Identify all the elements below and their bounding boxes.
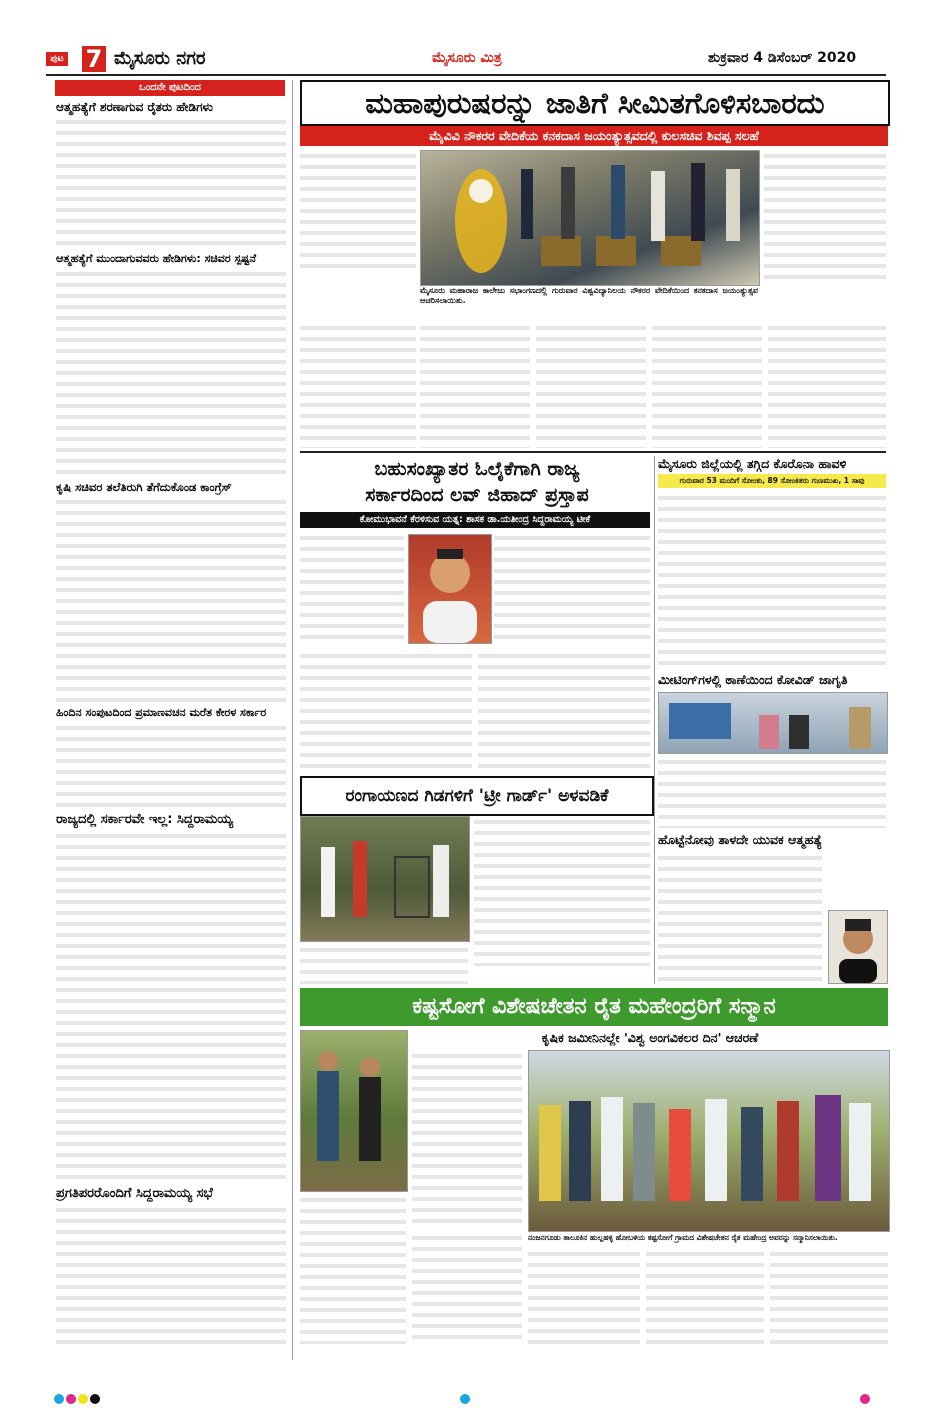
farmer-body-col1 (300, 1194, 406, 1344)
lead-photo-caption: ಮೈಸೂರು ಮಹಾರಾಜ ಕಾಲೇಜು ಸಭಾಂಗಣದಲ್ಲಿ ಗುರುವಾರ ವಿಶ್ವವಿದ್ಯಾನಿಲಯ ನೌಕರರ ವೇದಿಕೆಯಿಂದ ಕನಕದಾಸ ಜಯಂತ್ಯುತ್ಸವ ಆಚರಿಸಲಾಯಿತು. (420, 286, 758, 305)
love-body-col3 (300, 650, 472, 770)
tree-headline-box (300, 776, 654, 816)
lead-body-col3 (536, 322, 646, 448)
meetings-photo (658, 692, 888, 754)
tree-photo-illustration (301, 817, 469, 941)
farmer-photo-left (300, 1030, 408, 1192)
love-body-col2 (494, 532, 650, 646)
left-headline-6: ಪ್ರಗತಿಪರರೊಂದಿಗೆ ಸಿದ್ದರಾಮಯ್ಯ ಸಭೆ (56, 1186, 213, 1201)
left-headline-1: ಆತ್ಮಹತ್ಯೆಗೆ ಶರಣಾಗುವ ರೈತರು ಹೇಡಿಗಳು (56, 100, 213, 114)
left-body-3 (56, 496, 286, 706)
farmer-subhead: ಕೃಷಿಕ ಜಮೀನಿನಲ್ಲೇ 'ವಿಶ್ವ ಅಂಗವಿಕಲರ ದಿನ' ಆಚರಣೆ (541, 1030, 759, 1045)
lead-headline: ಮಹಾಪುರುಷರನ್ನು ಜಾತಿಗೆ ಸೀಮಿತಗೊಳಿಸಬಾರದು (365, 86, 825, 120)
left-body-5 (56, 830, 286, 1182)
farmer-photo-caption: ನಂಜನಗೂಡು ತಾಲೂಕಿನ ಹುಲ್ಲಹಳ್ಳಿ ಹೋಬಳಿಯ ಕಷ್ಟಸೋಗೆ ಗ್ರಾಮದ ವಿಶೇಷಚೇತನ ರೈತ ಮಹೇಂದ್ರ ಅವರನ್ನು ಸನ್ಮಾನಿಸಲಾಯಿತು. (528, 1233, 838, 1242)
left-headline-5: ರಾಜ್ಯದಲ್ಲಿ ಸರ್ಕಾರವೇ ಇಲ್ಲ: ಸಿದ್ದರಾಮಯ್ಯ (56, 812, 234, 827)
page-number: 7 (82, 46, 106, 72)
lead-subhead-bar (300, 126, 888, 146)
continued-label: ಒಂದನೇ ಪುಟದಿಂದ (139, 82, 201, 93)
left-body-6 (56, 1204, 286, 1344)
lead-photo-illustration (421, 151, 759, 285)
farmer-photo-main (528, 1050, 890, 1232)
left-headline-3: ಕೃಷಿ ಸಚಿವರ ತಲೆತಿರುಗಿ ತೆಗೆದುಕೊಂಡ ಕಾಂಗ್ರೆಸ್ (56, 480, 232, 494)
stomach-portrait (828, 910, 888, 984)
farmer-photo-left-illustration (301, 1031, 407, 1191)
stomach-headline: ಹೊಟ್ಟೆನೋವು ತಾಳದೇ ಯುವಕ ಆತ್ಮಹತ್ಯೆ (658, 832, 823, 847)
section-title: ಮೈಸೂರು ನಗರ (114, 48, 206, 69)
love-kicker: ಕೋಮುಭಾವನೆ ಕೆರಳಿಸುವ ಯತ್ನ: ಶಾಸಕ ಡಾ.ಯತೀಂದ್ರ ಸಿದ್ದರಾಮಯ್ಯ ಟೀಕೆ (359, 514, 591, 525)
love-headline-line1: ಬಹುಸಂಖ್ಯಾತರ ಓಲೈಕೆಗಾಗಿ ರಾಜ್ಯ (374, 458, 580, 480)
left-body-4 (56, 722, 286, 808)
registration-mark-yellow (78, 1394, 88, 1404)
lead-body-col1 (300, 322, 416, 448)
portrait-illustration (409, 535, 491, 643)
farmer-body-col5 (770, 1248, 888, 1344)
meetings-headline: ಮೀಟಿಂಗ್‌ಗಳಲ್ಲಿ ಠಾಣೆಯಿಂದ ಕೋವಿಡ್ ಜಾಗೃತಿ (658, 672, 848, 687)
love-portrait (408, 534, 492, 644)
lead-photo (420, 150, 760, 286)
left-column-rule (292, 80, 293, 1360)
stomach-body (658, 852, 822, 984)
lead-subhead: ಮೈವಿವಿ ನೌಕರರ ವೇದಿಕೆಯ ಕನಕದಾಸ ಜಯಂತ್ಯುತ್ಸವದಲ್ಲಿ ಕುಲಸಚಿವ ಶಿವಪ್ಪ ಸಲಹೆ (429, 128, 759, 143)
left-body-1 (56, 116, 286, 250)
registration-mark-magenta (66, 1394, 76, 1404)
farmer-headline-bar (300, 988, 888, 1026)
lead-body-col5 (768, 322, 886, 448)
lead-body-left (300, 150, 416, 272)
left-body-2 (56, 268, 286, 476)
corona-body (658, 492, 886, 670)
tree-body-left (300, 944, 468, 984)
tree-headline: ರಂಗಾಯಣದ ಗಿಡಗಳಿಗೆ 'ಟ್ರೀ ಗಾರ್ಡ್' ಅಳವಡಿಕೆ (345, 786, 609, 806)
meetings-photo-illustration (659, 693, 887, 753)
farmer-body-col4 (646, 1248, 764, 1344)
continued-banner (55, 80, 285, 96)
lead-headline-box (300, 80, 890, 126)
love-headline-line2: ಸರ್ಕಾರದಿಂದ ಲವ್ ಜಿಹಾದ್ ಪ್ರಸ್ತಾಪ (365, 484, 589, 506)
registration-mark-black (90, 1394, 100, 1404)
masthead-logo: ಮೈಸೂರು ಮಿತ್ರ (432, 50, 502, 66)
page-label: ಪುಟ (46, 52, 68, 66)
registration-mark-right (860, 1394, 870, 1404)
left-headline-4: ಹಿಂದಿನ ಸಂಪುಟದಿಂದ ಪ್ರಮಾಣವಚನ ಮರೆತ ಕೇರಳ ಸರ್ಕಾರ (56, 706, 267, 719)
meetings-body (658, 756, 886, 828)
corona-ticker: ಗುರುವಾರ 53 ಮಂದಿಗೆ ಸೋಂಕು, 89 ಸೋಂಕಿತರು ಗುಣಮುಖ, 1 ಸಾವು (679, 476, 865, 485)
header-rule (46, 74, 886, 76)
love-kicker-bar (300, 512, 650, 528)
farmer-body-col2 (412, 1232, 522, 1344)
left-headline-2: ಆತ್ಮಹತ್ಯೆಗೆ ಮುಂದಾಗುವವರು ಹೇಡಿಗಳು: ಸಚಿವರ ಸ್ಪಷ್ಟನೆ (56, 252, 257, 265)
farmer-photo-main-illustration (529, 1051, 889, 1231)
love-body-col1 (300, 532, 404, 646)
lead-bottom-rule (300, 451, 886, 453)
love-body-col4 (478, 650, 650, 770)
lead-body-col2 (420, 322, 530, 448)
registration-mark-cyan (54, 1394, 64, 1404)
page-header (40, 44, 902, 74)
registration-mark-center (460, 1394, 470, 1404)
corona-ticker-bar (658, 474, 886, 488)
issue-date: ಶುಕ್ರವಾರ 4 ಡಿಸೆಂಬರ್ 2020 (708, 50, 857, 66)
stomach-portrait-illustration (829, 911, 887, 983)
tree-photo (300, 816, 470, 942)
tree-body-right (474, 816, 650, 966)
farmer-headline: ಕಷ್ಟಸೋಗೆ ವಿಶೇಷಚೇತನ ರೈತ ಮಹೇಂದ್ರರಿಗೆ ಸನ್ಮಾನ (412, 994, 776, 1019)
farmer-body-top (412, 1050, 522, 1228)
lead-body-col4 (652, 322, 762, 448)
corona-headline: ಮೈಸೂರು ಜಿಲ್ಲೆಯಲ್ಲಿ ತಗ್ಗಿದ ಕೊರೊನಾ ಹಾವಳಿ (658, 456, 847, 471)
farmer-body-col3 (528, 1248, 640, 1344)
right-column-rule (654, 456, 655, 984)
lead-body-right (764, 150, 886, 284)
